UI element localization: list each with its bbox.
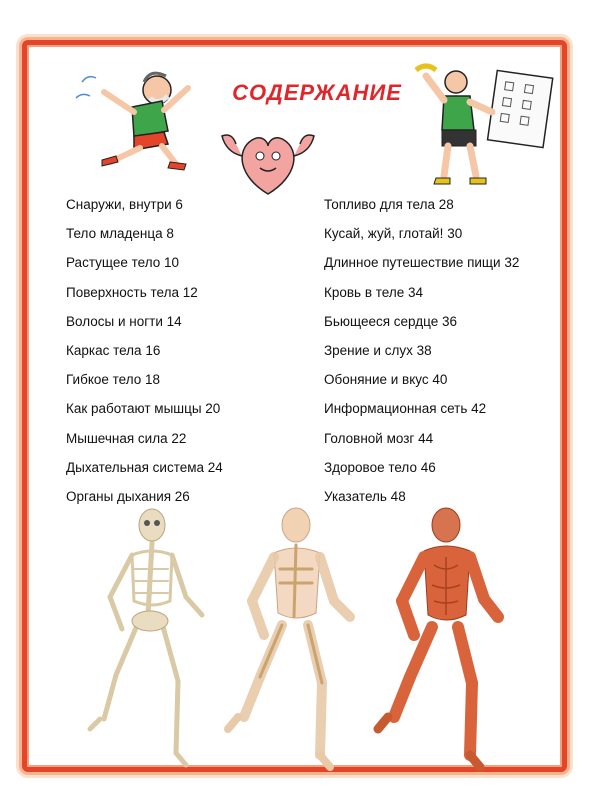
- toc-entry: Гибкое тело 18: [66, 372, 161, 388]
- toc-entry: Тело младенца 8: [66, 226, 174, 242]
- toc-entry: Как работают мышцы 20: [66, 401, 221, 417]
- toc-entry: Мышечная сила 22: [66, 430, 187, 446]
- toc-entry: Волосы и ногти 14: [66, 313, 182, 329]
- toc-entry: Указатель 48: [324, 488, 406, 504]
- toc-entry: Каркас тела 16: [66, 342, 161, 358]
- running-skeleton-figure: [82, 505, 232, 775]
- toc-entry: Органы дыхания 26: [66, 488, 190, 504]
- cartoon-athlete-illustration: [410, 60, 560, 190]
- toc-entry: Кусай, жуй, глотай! 30: [324, 226, 463, 242]
- toc-entry: Зрение и слух 38: [324, 342, 432, 358]
- toc-entry: Длинное путешествие пищи 32: [324, 255, 520, 271]
- toc-entry: Здоровое тело 46: [324, 459, 436, 475]
- toc-entry: Растущее тело 10: [66, 255, 180, 271]
- cartoon-runner-illustration: [62, 62, 202, 172]
- toc-entry: Дыхательная система 24: [66, 459, 223, 475]
- toc-entry: Головной мозг 44: [324, 430, 434, 446]
- toc-left-column: [66, 190, 223, 511]
- running-muscle-figure: [370, 505, 520, 775]
- toc-entry: Обоняние и вкус 40: [324, 372, 448, 388]
- toc-entry: Поверхность тела 12: [66, 284, 198, 300]
- toc-entry: Топливо для тела 28: [324, 197, 454, 212]
- toc-right-column: [324, 190, 519, 511]
- running-translucent-body-figure: [222, 505, 372, 775]
- cartoon-heart-illustration: [208, 120, 328, 200]
- toc-entry: Кровь в теле 34: [324, 284, 424, 300]
- toc-entry: Информационная сеть 42: [324, 401, 487, 417]
- page-title: СОДЕРЖАНИЕ: [232, 80, 402, 105]
- toc-entry: Снаружи, внутри 6: [66, 197, 183, 212]
- toc-entry: Бьющееся сердце 36: [324, 313, 457, 329]
